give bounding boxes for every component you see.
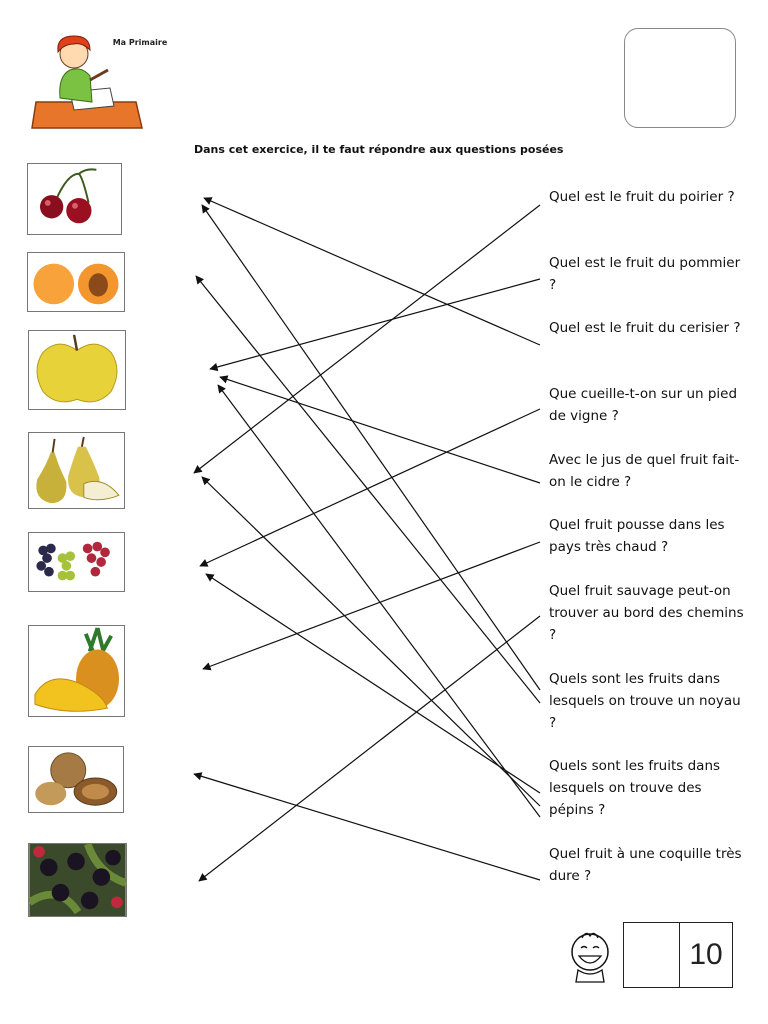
line-fruit-sauvage-blackberries: [199, 616, 540, 881]
question-pepins: Quels sont les fruits dans lesquels on trouve des pépins ?: [549, 758, 721, 818]
question-vigne: Que cueille-t-on sur un pied de vigne ?: [549, 386, 738, 424]
question-cerisier: Quel est le fruit du cerisier ?: [549, 320, 741, 336]
grapes-image: [28, 532, 125, 592]
pears-image: [28, 432, 125, 509]
line-cerisier-cherries: [204, 198, 540, 345]
logo-text: Ma Primaire: [112, 38, 168, 47]
grade-score-field[interactable]: [624, 923, 680, 987]
question-coquille: Quel fruit à une coquille très dure ?: [549, 846, 742, 884]
line-pays-chaud-pineapple: [203, 542, 540, 669]
instruction-text: Dans cet exercice, il te faut répondre aux questions posées: [194, 143, 564, 156]
line-pommier-apple: [210, 279, 540, 369]
pineapple-image: [28, 625, 125, 717]
grade-max: 10: [689, 938, 723, 971]
line-vigne-grapes: [200, 409, 540, 566]
line-noyau-apricots: [196, 276, 540, 703]
smiley-icon: [566, 928, 618, 984]
question-pays-chaud: Quel fruit pousse dans les pays très chaud ?: [549, 517, 725, 555]
apple-image: [28, 330, 126, 410]
question-pommier: Quel est le fruit du pommier ?: [549, 255, 741, 293]
question-fruit-sauvage: Quel fruit sauvage peut-on trouver au bord des chemins ?: [549, 583, 744, 643]
question-noyau: Quels sont les fruits dans lesquels on trouve un noyau ?: [549, 671, 741, 731]
line-pepins-apple: [218, 385, 540, 817]
line-pepins-pears: [202, 477, 540, 806]
line-pepins-grapes: [206, 574, 540, 793]
score-box: [624, 28, 736, 128]
question-cidre: Avec le jus de quel fruit fait-on le cidre ?: [549, 452, 740, 490]
line-coquille-walnuts: [194, 774, 540, 880]
apricots-image: [27, 252, 125, 312]
walnuts-image: [28, 746, 124, 813]
question-poirier: Quel est le fruit du poirier ?: [549, 189, 735, 205]
blackberries-image: [28, 843, 127, 917]
line-cidre-apple: [220, 377, 540, 483]
line-poirier-pears: [194, 205, 540, 473]
cherries-image: [27, 163, 122, 235]
line-noyau-cherries: [202, 205, 540, 690]
grade-box: [623, 922, 733, 988]
